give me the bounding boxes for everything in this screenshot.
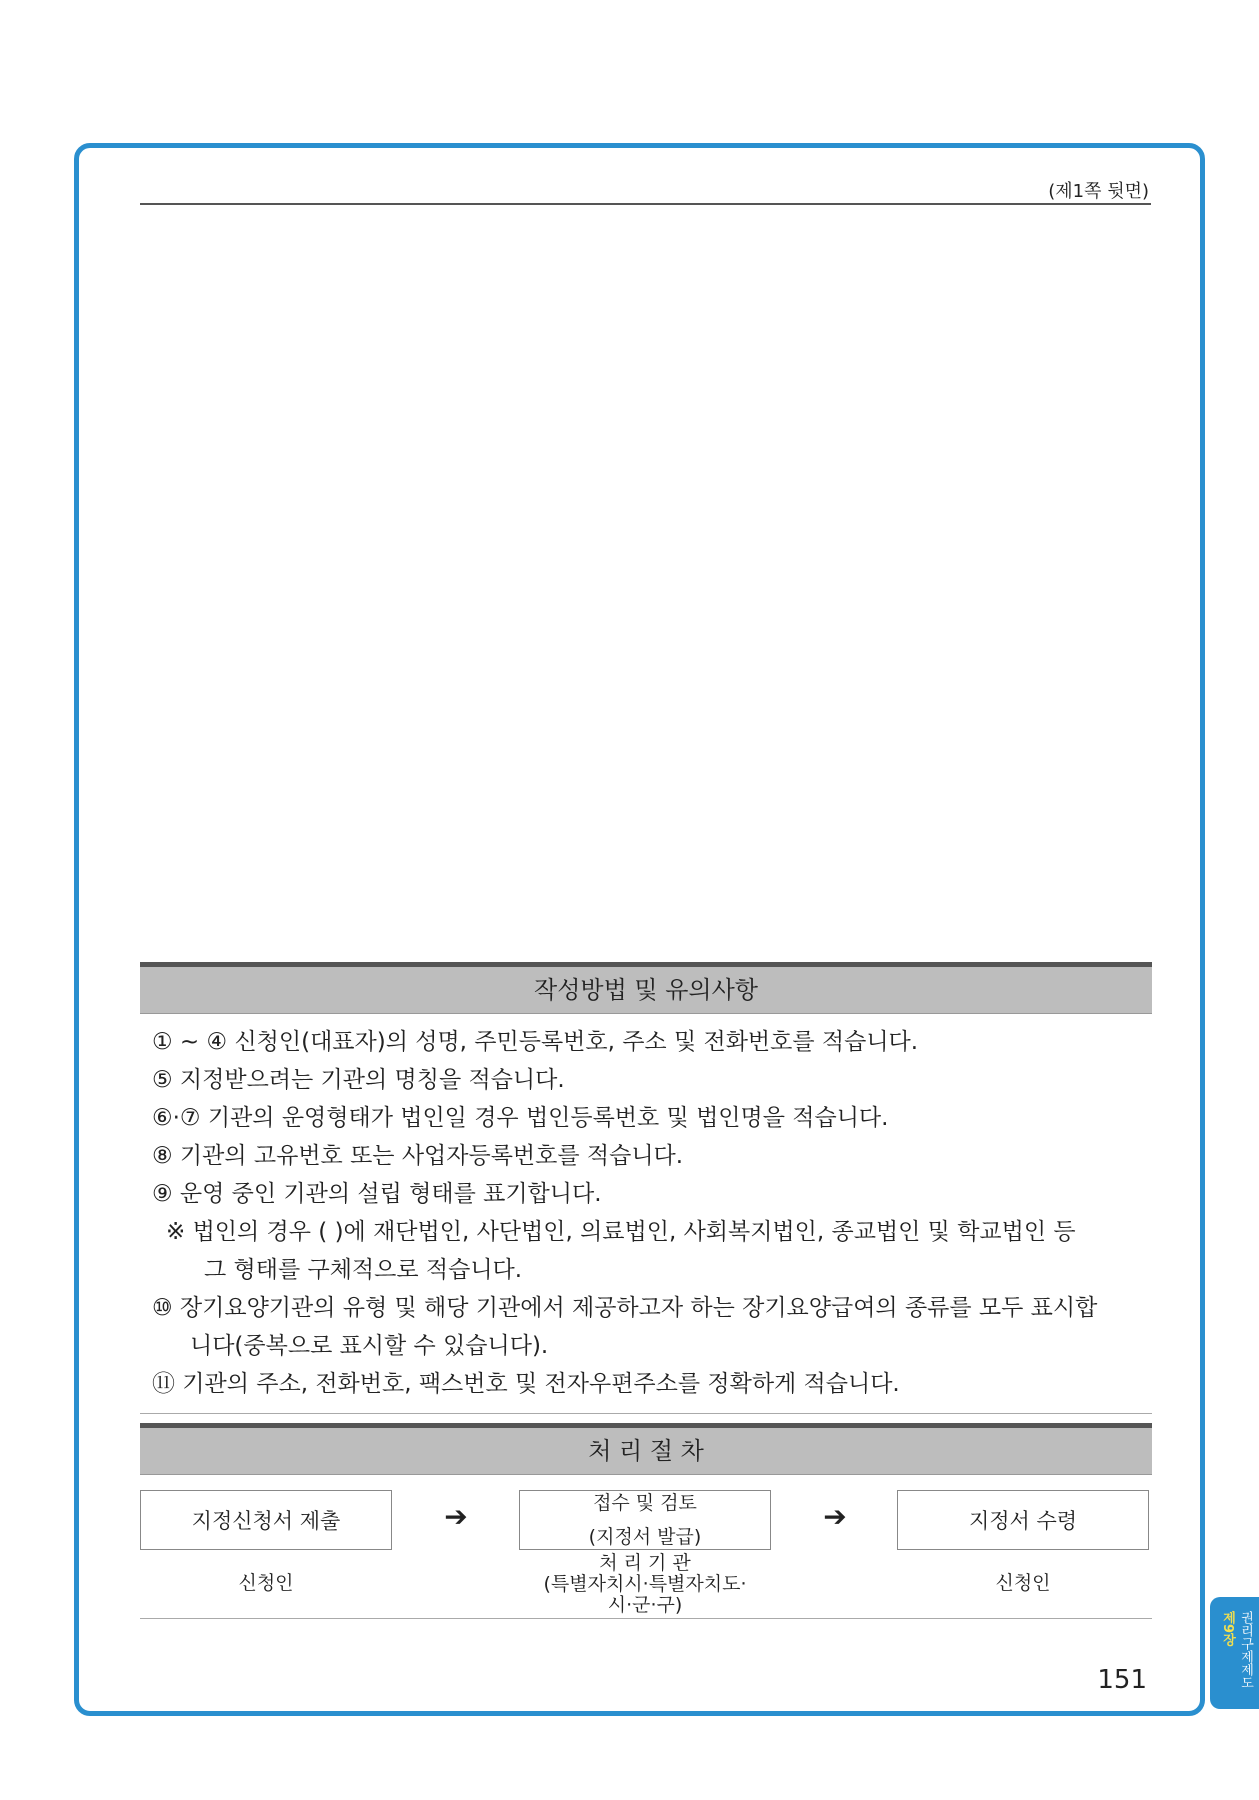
chapter-label: 제9장 bbox=[1220, 1611, 1235, 1647]
note-item: ⑤ 지정받으려는 기관의 명칭을 적습니다. bbox=[152, 1067, 565, 1093]
page-frame bbox=[74, 143, 1205, 1716]
note-item: ⑧ 기관의 고유번호 또는 사업자등록번호를 적습니다. bbox=[152, 1143, 684, 1169]
note-item: ① ~ ④ 신청인(대표자)의 성명, 주민등록번호, 주소 및 전화번호를 적습니다. bbox=[152, 1029, 919, 1055]
process-step-sublabel: (지정서 발급) bbox=[588, 1526, 702, 1548]
notes-section-title: 작성방법 및 유의사항 bbox=[140, 962, 1152, 1014]
page-number: 151 bbox=[1097, 1665, 1147, 1695]
note-reference: ※ 법인의 경우 ( )에 재단법인, 사단법인, 의료법인, 사회복지법인, 종교법인 및 학교법인 등 bbox=[166, 1219, 1076, 1245]
process-step-label: 지정신청서 제출 bbox=[191, 1509, 341, 1533]
note-continuation: 니다(중복으로 표시할 수 있습니다). bbox=[190, 1333, 549, 1359]
process-actor: 신청인 bbox=[238, 1572, 294, 1594]
notes-bottom-divider bbox=[140, 1413, 1152, 1414]
process-actor-line: (특별자치시·특별자치도· bbox=[543, 1573, 747, 1595]
process-step-label: 접수 및 검토 bbox=[593, 1492, 697, 1514]
notes-list bbox=[152, 1023, 1132, 1403]
process-actor-line: 처 리 기 관 bbox=[599, 1552, 691, 1574]
note-continuation: 그 형태를 구체적으로 적습니다. bbox=[204, 1257, 523, 1283]
top-divider bbox=[140, 203, 1151, 205]
process-actor bbox=[519, 1553, 771, 1616]
process-step-review bbox=[519, 1490, 771, 1550]
chapter-title: 권리구제제도 bbox=[1238, 1611, 1253, 1689]
process-actor-line: 시·군·구) bbox=[607, 1594, 683, 1616]
process-step-receive bbox=[897, 1490, 1149, 1550]
chapter-side-tab bbox=[1210, 1597, 1259, 1709]
right-arrow-icon: ➔ bbox=[823, 1500, 847, 1533]
note-item: ⑨ 운영 중인 기관의 설립 형태를 표기합니다. bbox=[152, 1181, 602, 1207]
process-step-label: 지정서 수령 bbox=[968, 1509, 1078, 1533]
process-step-submit bbox=[140, 1490, 392, 1550]
page-side-label: (제1쪽 뒷면) bbox=[1048, 181, 1149, 202]
process-bottom-divider bbox=[140, 1618, 1152, 1619]
process-section-title: 처 리 절 차 bbox=[140, 1423, 1152, 1475]
note-item: ⑥·⑦ 기관의 운영형태가 법인일 경우 법인등록번호 및 법인명을 적습니다. bbox=[152, 1105, 889, 1131]
right-arrow-icon: ➔ bbox=[444, 1500, 468, 1533]
process-actor: 신청인 bbox=[995, 1572, 1051, 1594]
note-item: ⑪ 기관의 주소, 전화번호, 팩스번호 및 전자우편주소를 정확하게 적습니다. bbox=[152, 1371, 900, 1397]
note-item: ⑩ 장기요양기관의 유형 및 해당 기관에서 제공하고자 하는 장기요양급여의 종류를 모두 표시합 bbox=[152, 1295, 1098, 1321]
